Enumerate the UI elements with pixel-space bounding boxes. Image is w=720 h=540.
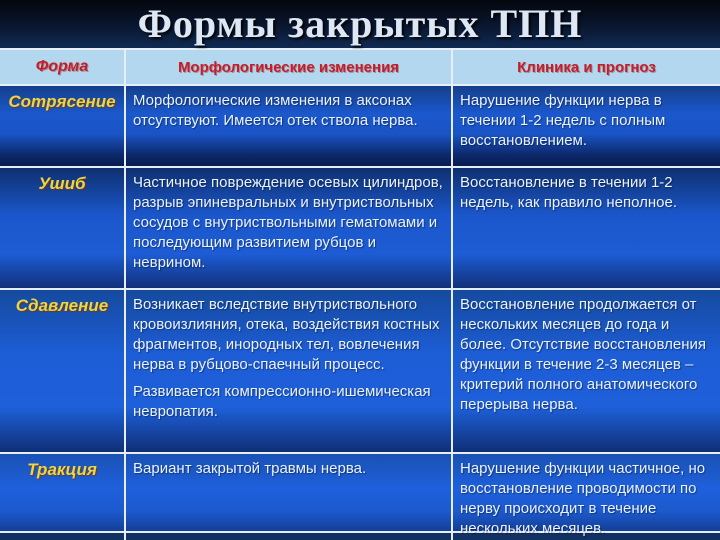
- table-row-concussion: [0, 86, 720, 168]
- column-header-clinic: Клиника и прогноз: [453, 50, 720, 84]
- morphology-cell: [126, 290, 453, 452]
- table-row-compression: [0, 290, 720, 454]
- slide-title: Формы закрытых ТПН: [137, 1, 583, 46]
- cell-paragraph: Развивается компрессионно-ишемическая невропатия.: [133, 383, 431, 420]
- title-bar: [0, 0, 720, 48]
- row-form-label: Сдавление: [0, 290, 126, 452]
- row-form-label: Ушиб: [0, 168, 126, 288]
- morphology-cell: [126, 168, 453, 288]
- morphology-cell: [126, 86, 453, 166]
- morphology-cell: [126, 454, 453, 540]
- row-form-label: Сотрясение: [0, 86, 126, 166]
- cell-paragraph: Нарушение функции нерва в течении 1-2 недель с полным восстановлением.: [460, 92, 666, 149]
- cell-paragraph: Восстановление в течении 1-2 недель, как правило неполное.: [460, 174, 677, 211]
- clinic-cell: [453, 168, 720, 288]
- cell-paragraph: Восстановление продолжается от нескольких месяцев до года и более. Отсутствие восстановления функции в течение 2-3 месяцев – критерий полного анатомического перерыва нерва.: [460, 296, 706, 413]
- table-row-contusion: [0, 168, 720, 290]
- tpn-forms-table: [0, 48, 720, 537]
- cell-paragraph: Вариант закрытой травмы нерва.: [133, 460, 367, 477]
- cell-paragraph: Частичное повреждение осевых цилиндров, разрыв эпиневральных и внутриствольных сосудов с внутриствольными гематомами и последующим развитием рубцов и неврином.: [133, 174, 443, 271]
- cell-paragraph: Морфологические изменения в аксонах отсутствуют. Имеется отек ствола нерва.: [133, 92, 418, 129]
- clinic-cell: [453, 86, 720, 166]
- table-header-row: [0, 50, 720, 86]
- table-row-traction: [0, 454, 720, 537]
- column-header-form: Форма: [0, 50, 126, 84]
- clinic-cell: [453, 454, 720, 540]
- column-header-morphology: Морфологические изменения: [126, 50, 453, 84]
- row-form-label: Тракция: [0, 454, 126, 540]
- clinic-cell: [453, 290, 720, 452]
- cell-paragraph: Возникает вследствие внутриствольного кровоизлияния, отека, воздействия костных фрагментов, инородных тел, вовлечения нерва в рубцово-спаечный процесс.: [133, 296, 440, 373]
- cell-paragraph: Нарушение функции частичное, но восстановление проводимости по нерву происходит в течение нескольких месяцев.: [460, 460, 706, 537]
